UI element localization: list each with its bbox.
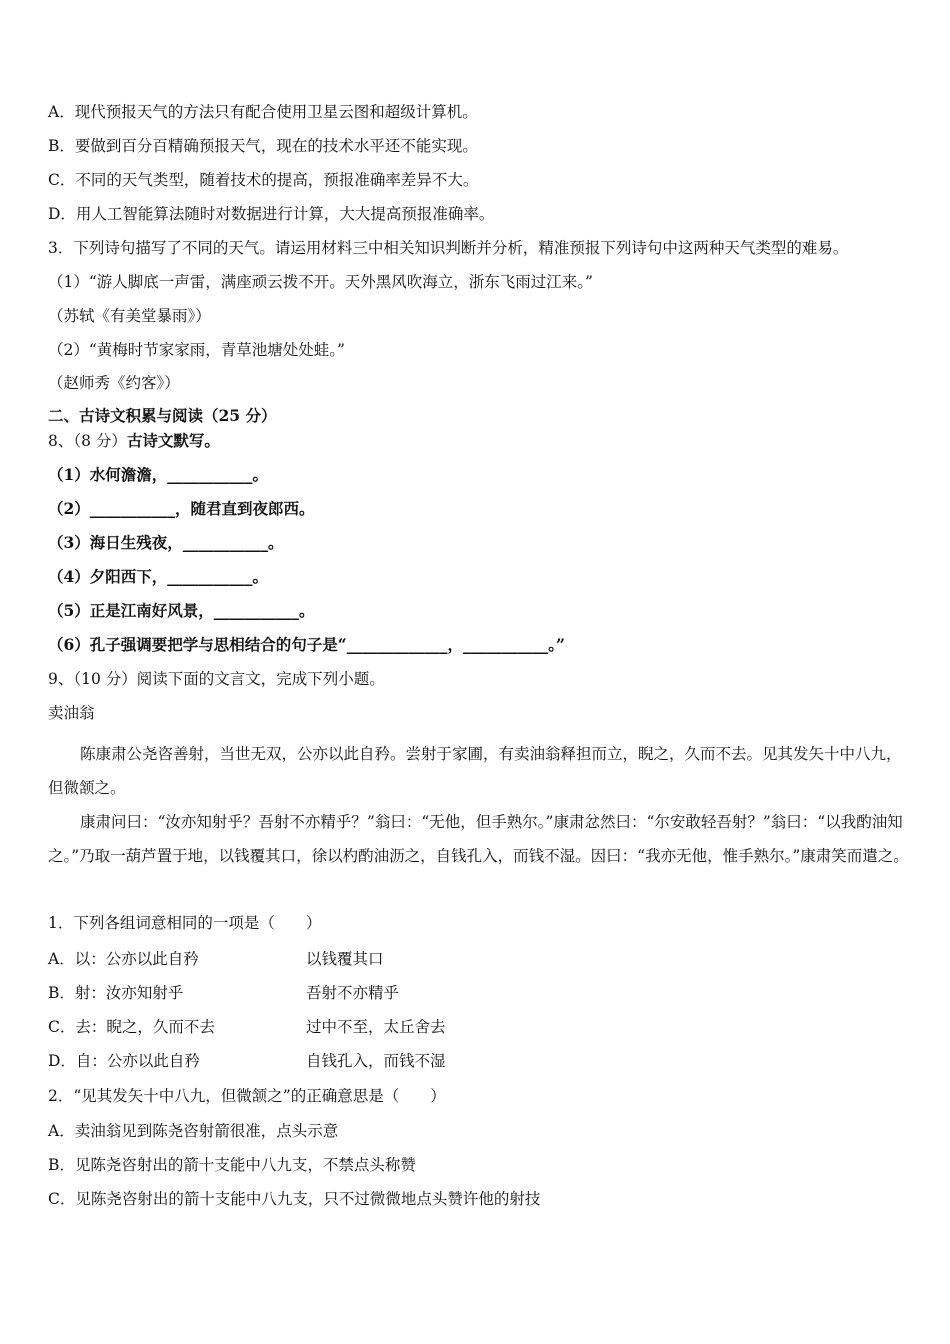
sub2-option-b: B．见陈尧咨射出的箭十支能中八九支，不禁点头称赞 <box>48 1156 416 1174</box>
q3-stem: 3．下列诗句描写了不同的天气。请运用材料三中相关知识判断并分析，精准预报下列诗句中这两种天气类型的难易。 <box>48 239 849 257</box>
q8-item-6: （6）孔子强调要把学与思相结合的句子是“_____________，___________。” <box>48 635 565 654</box>
option-c-left: C．去：睨之，久而不去 <box>48 1018 215 1036</box>
q8-item-3: （3）海日生残夜，___________。 <box>48 533 284 552</box>
option-d-right: 自钱孔入，而钱不湿 <box>306 1052 446 1070</box>
sub1-stem: 1．下列各组词意相同的一项是（ ） <box>48 914 322 932</box>
q9-stem: 9、（10 分）阅读下面的文言文，完成下列小题。 <box>48 670 385 688</box>
q3-poem1: （1）“游人脚底一声雷，满座顽云拨不开。天外黑风吹海立，浙东飞雨过江来。” <box>48 273 593 291</box>
option-a-left: A．以：公亦以此自矜 <box>48 950 199 968</box>
q8-header <box>48 431 220 451</box>
q3-poem1-source: （苏轼《有美堂暴雨》） <box>48 307 211 325</box>
sub2-option-c: C．见陈尧咨射出的箭十支能中八九支，只不过微微地点头赞许他的射技 <box>48 1190 541 1208</box>
q9-paragraph-2: 康肃问曰：“汝亦知射乎？吾射不亦精乎？”翁曰：“无他，但手熟尔。”康肃忿然曰：“尔安敢轻吾射？”翁曰：“以我酌油知之。”乃取一葫芦置于地，以钱覆其口，徐以杓酌油沥之，自钱孔入，而钱不湿。因曰：“我亦无他，惟手熟尔。”康肃笑而遣之。 <box>48 813 909 865</box>
q2-option-d: D．用人工智能算法随时对数据进行计算，大大提高预报准确率。 <box>48 205 495 223</box>
q9-title: 卖油翁 <box>48 704 95 722</box>
sub1-option-c <box>48 1017 908 1037</box>
q3-poem2: （2）“黄梅时节家家雨，青草池塘处处蛙。” <box>48 341 345 359</box>
sub2-option-a: A．卖油翁见到陈尧咨射箭很准，点头示意 <box>48 1122 339 1140</box>
q8-item-4: （4）夕阳西下，___________。 <box>48 567 269 586</box>
sub1-option-d <box>48 1051 908 1071</box>
q9-paragraph-1: 陈康肃公尧咨善射，当世无双，公亦以此自矜。尝射于家圃，有卖油翁释担而立，睨之，久而不去。见其发矢十中八九，但微颔之。 <box>48 745 902 797</box>
option-d-left: D．自：公亦以此自矜 <box>48 1052 200 1070</box>
option-c-right: 过中不至，太丘舍去 <box>306 1018 446 1036</box>
q8-number: 8、（8 分） <box>48 432 127 450</box>
sub1-option-b <box>48 983 908 1003</box>
q2-option-a: A．现代预报天气的方法只有配合使用卫星云图和超级计算机。 <box>48 103 478 121</box>
q3-poem2-source: （赵师秀《约客》） <box>48 374 180 392</box>
q8-item-2: （2）___________，随君直到夜郎西。 <box>48 499 315 518</box>
q2-option-b: B．要做到百分百精确预报天气，现在的技术水平还不能实现。 <box>48 137 478 155</box>
section2-title: 二、古诗文积累与阅读（25 分） <box>48 406 277 425</box>
option-a-right: 以钱覆其口 <box>306 950 384 968</box>
q8-item-5: （5）正是江南好风景，___________。 <box>48 601 315 620</box>
sub2-stem: 2．“见其发矢十中八九，但微颔之”的正确意思是（ ） <box>48 1087 446 1105</box>
option-b-left: B．射：汝亦知射乎 <box>48 984 184 1002</box>
q8-item-1: （1）水何澹澹，___________。 <box>48 465 269 484</box>
sub1-option-a <box>48 949 908 969</box>
q8-title: 古诗文默写。 <box>126 431 220 450</box>
option-b-right: 吾射不亦精乎 <box>306 984 400 1002</box>
q2-option-c: C．不同的天气类型，随着技术的提高，预报准确率差异不大。 <box>48 171 479 189</box>
